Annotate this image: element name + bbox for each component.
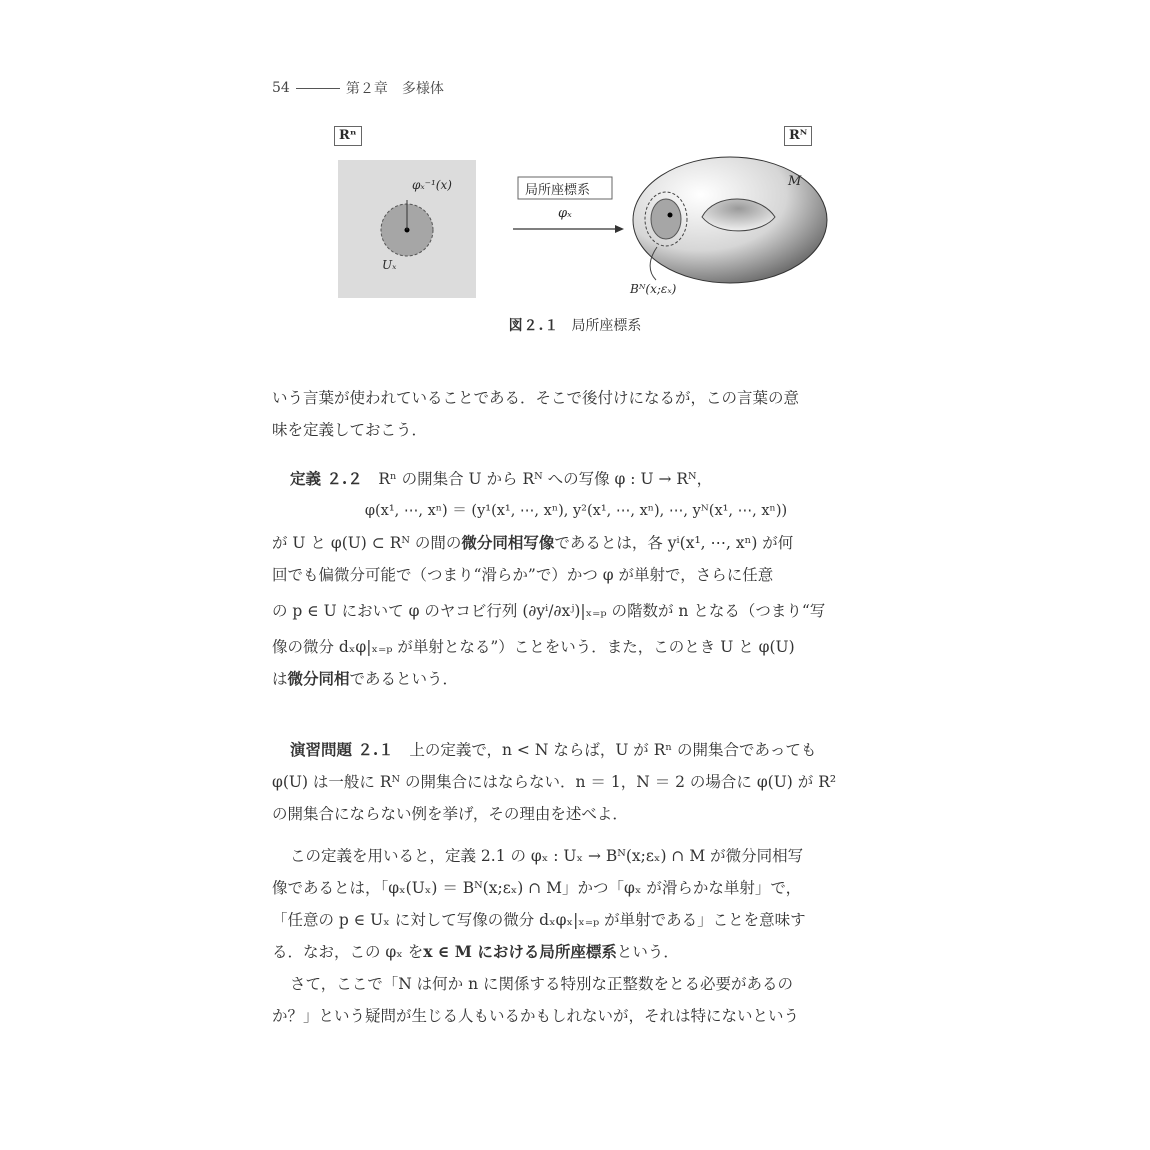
box-text: 局所座標系 <box>525 183 591 198</box>
term-diffeomorphic: 微分同相 <box>287 669 350 688</box>
chapter-title: 多様体 <box>401 81 444 97</box>
rN-label: Rᴺ <box>784 126 812 146</box>
text-line: この定義を用いると，定義 2.1 の φₓ : Uₓ → Bᴺ(x;εₓ) ∩ M が微分同相写 <box>290 847 804 865</box>
text-line: さて，ここで「N は何か n に関係する特別な正整数をとる必要があるの <box>290 975 794 993</box>
text-line: 回でも偏微分可能で（つまり“滑らか”で）かつ φ が単射で，さらに任意 <box>272 566 774 584</box>
exercise-2-1 <box>272 734 880 830</box>
header-rule <box>296 88 340 89</box>
figure-caption <box>0 315 1150 335</box>
caption-text: 局所座標系 <box>571 318 642 334</box>
text-line: は微分同相であるという． <box>272 669 459 688</box>
text-line: が U と φ(U) ⊂ Rᴺ の間の微分同相写像であるとは，各 yⁱ(x¹, ⋯, xⁿ) が何 <box>272 533 794 552</box>
definition-2-2 <box>272 463 880 695</box>
arrow-label: φₓ <box>558 206 572 221</box>
text-line: 像の微分 dₓφ|ₓ₌ₚ が単射となる”）ことをいう．また，このとき U と φ(U) <box>272 638 795 656</box>
running-header <box>272 78 444 98</box>
figure-local-coordinates <box>330 122 850 312</box>
page-number: 54 <box>272 80 290 96</box>
text-line: 像であるとは，「φₓ(Uₓ) ＝ Bᴺ(x;εₓ) ∩ M」かつ「φₓ が滑らかな単射」で， <box>272 879 802 897</box>
term-diffeomorphism-map: 微分同相写像 <box>461 533 555 552</box>
definition-title: 定義 ２.２ <box>290 469 363 488</box>
intro-paragraph <box>272 382 880 446</box>
text-line: る．なお，この φₓ をx ∈ M における局所座標系という． <box>272 942 679 961</box>
text-line: の p ∈ U において φ のヤコビ行列 (∂yⁱ/∂xʲ)|ₓ₌ₚ の階数が n となる（つまり“写 <box>272 602 826 620</box>
paragraph-local-chart <box>272 840 880 1032</box>
inverse-label: φₓ⁻¹(x) <box>412 178 452 192</box>
exercise-title: 演習問題 ２.１ <box>290 740 394 759</box>
ball-region <box>651 199 681 239</box>
term-local-coordinate-system: x ∈ M における局所座標系 <box>423 942 617 961</box>
text-line: いう言葉が使われていることである．そこで後付けになるが，この言葉の意 <box>272 389 800 407</box>
text-line: 味を定義しておこう． <box>272 421 428 439</box>
text-line: φ(U) は一般に Rᴺ の開集合にはならない．n ＝ 1，N ＝ 2 の場合に φ(U) が R² <box>272 773 837 791</box>
text-line: の開集合にならない例を挙げ，その理由を述べよ． <box>272 805 628 823</box>
figure-illustration <box>330 122 850 312</box>
text-line: 演習問題 ２.１ 上の定義で，n < N ならば，U が Rⁿ の開集合であっても <box>290 740 817 759</box>
caption-number: 図２.１ <box>508 318 560 334</box>
chapter-number: 第２章 <box>345 81 388 97</box>
text-line: か？」という疑問が生じる人もいるかもしれないが，それは特にないという <box>272 1007 800 1025</box>
definition-formula: φ(x¹, ⋯, xⁿ) ＝ (y¹(x¹, ⋯, xⁿ), y²(x¹, ⋯, xⁿ), ⋯, yᴺ(x¹, ⋯, xⁿ)) <box>364 503 788 519</box>
text-line: 定義 ２.２ Rⁿ の開集合 U から Rᴺ への写像 φ : U → Rᴺ， <box>290 469 713 488</box>
ball-label: Bᴺ(x;εₓ) <box>630 282 677 296</box>
jacobian-matrix: (∂yⁱ/∂xʲ)|ₓ₌ₚ <box>522 602 607 620</box>
text-line: 「任意の p ∈ Uₓ に対して写像の微分 dₓφₓ|ₓ₌ₚ が単射である」ことを意味す <box>272 911 806 929</box>
ux-label: Uₓ <box>382 258 397 272</box>
manifold-label: M <box>788 174 802 189</box>
rn-label: Rⁿ <box>334 126 362 146</box>
